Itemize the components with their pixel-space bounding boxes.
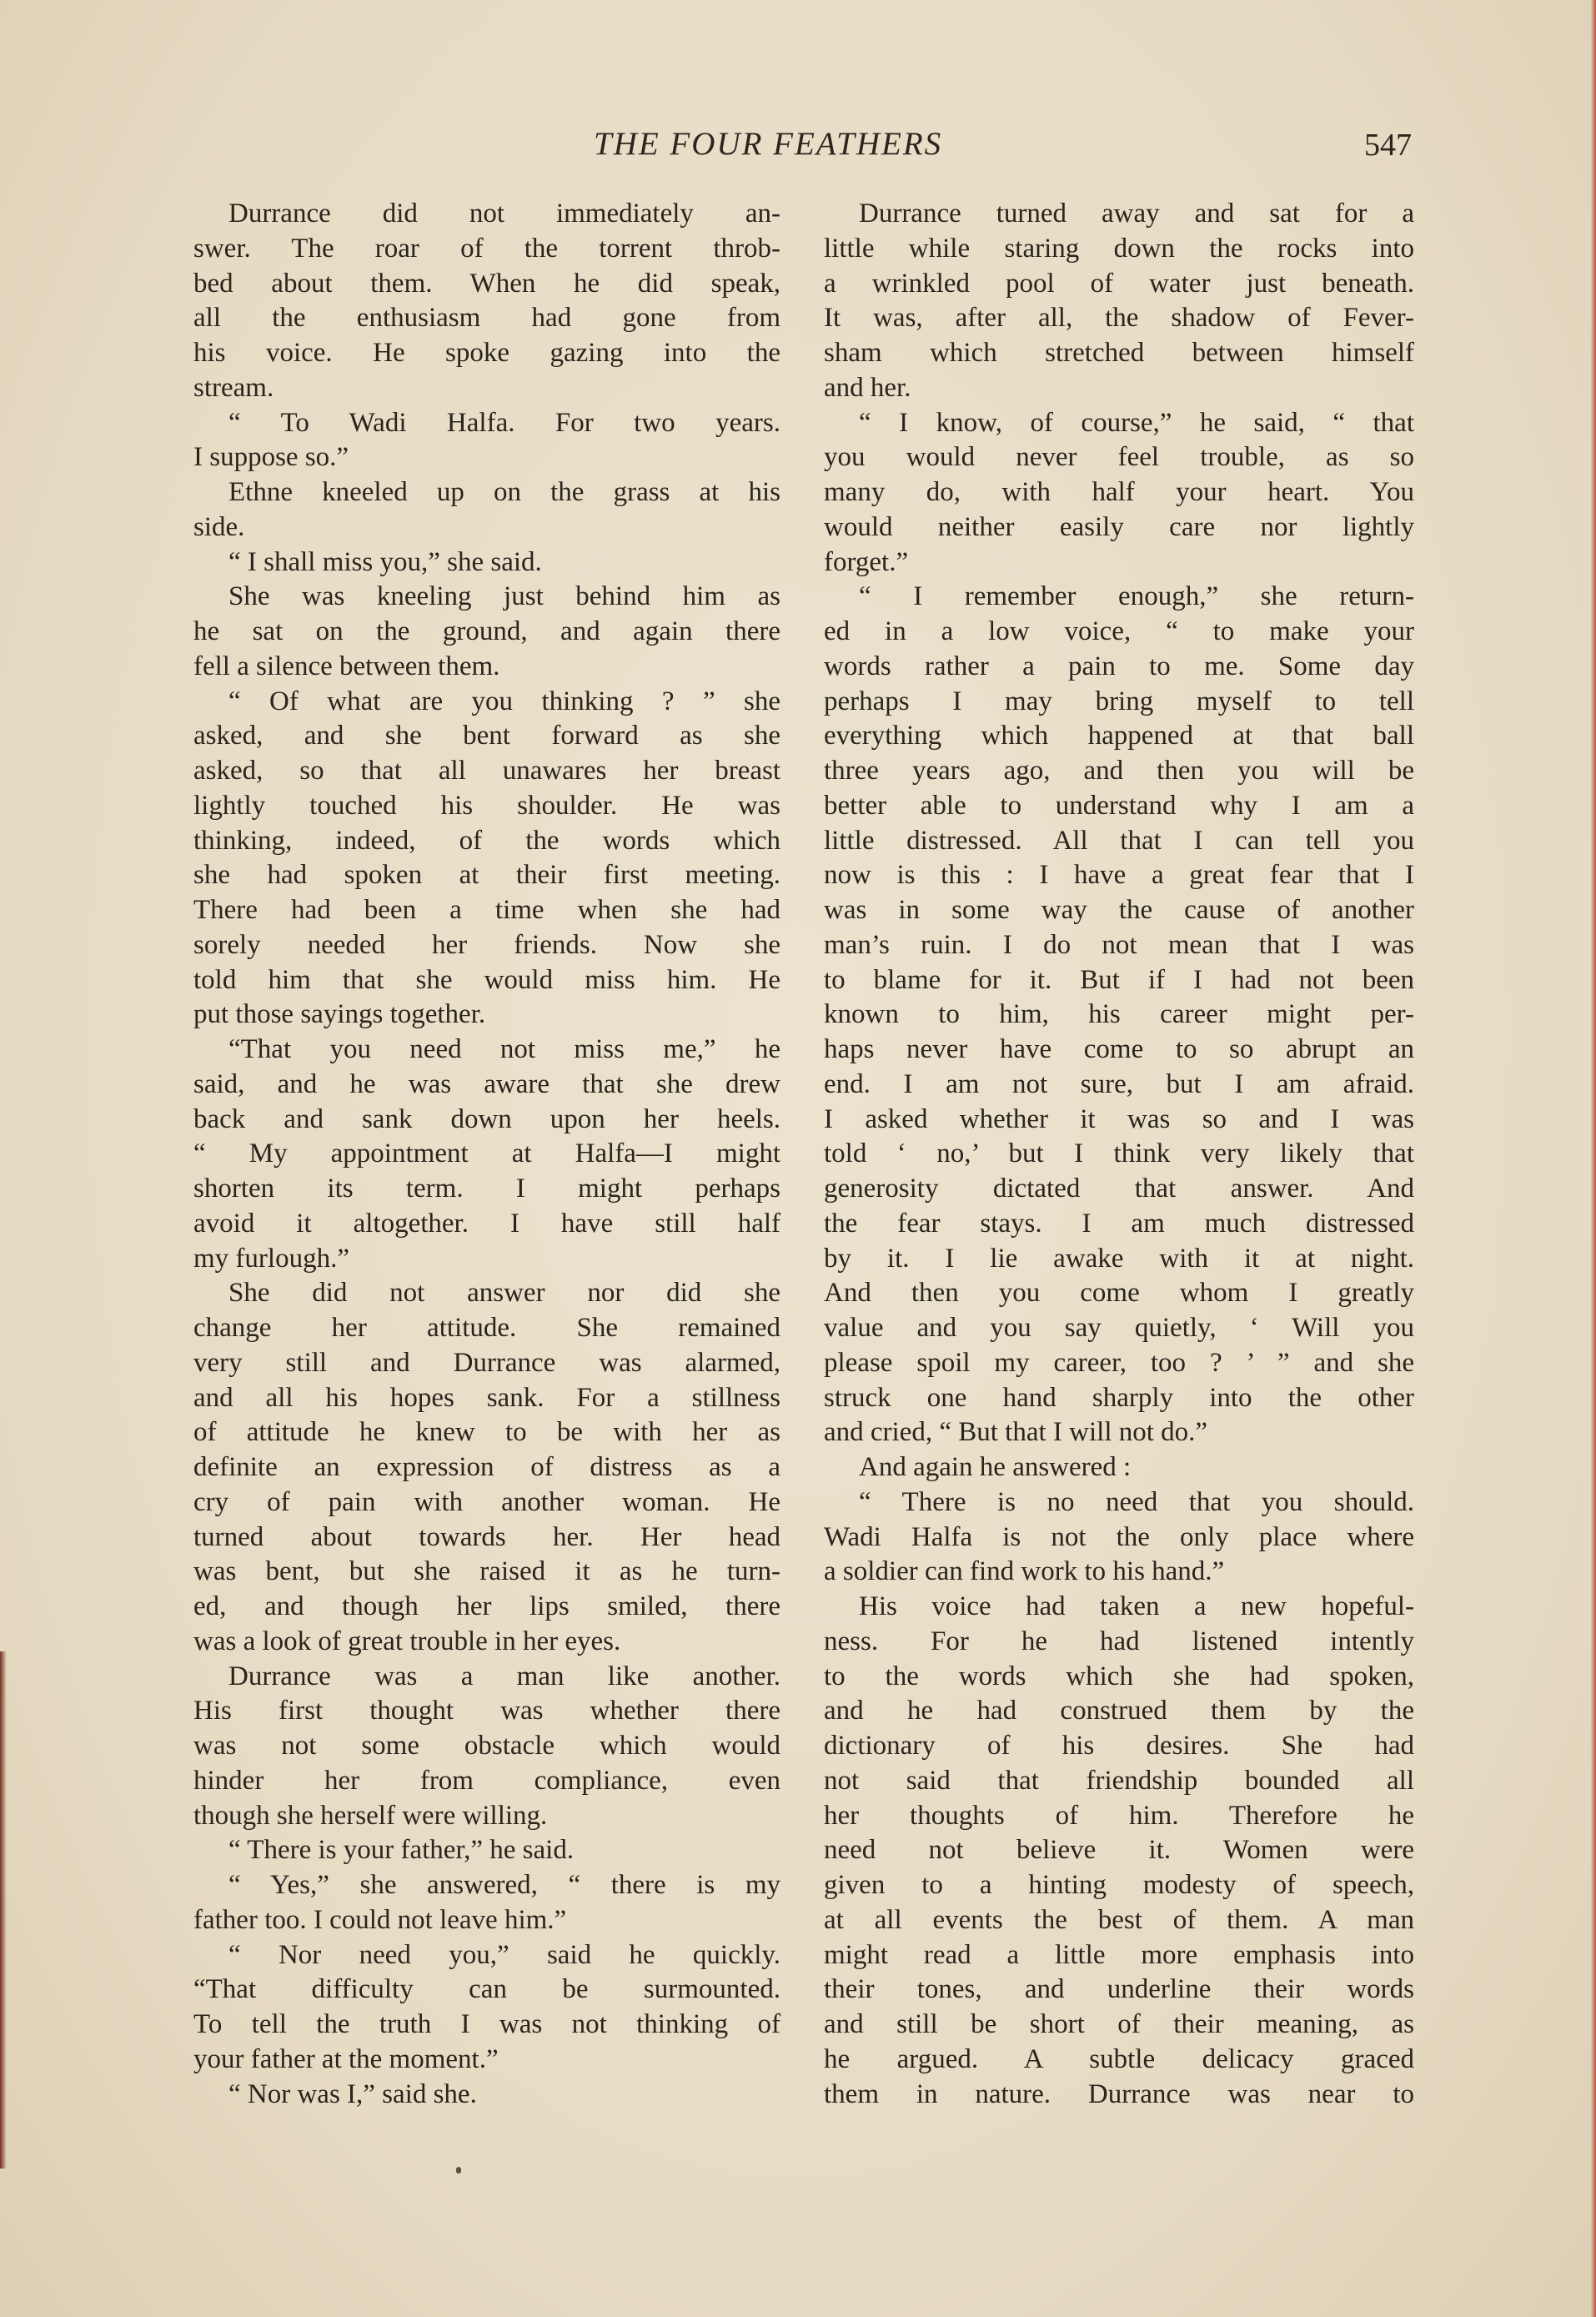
text-line: might read a little more emphasis into	[824, 1939, 1414, 1970]
text-line: side.	[193, 511, 245, 542]
text-line: His voice had taken a new hopeful-	[859, 1591, 1414, 1621]
text-line: His first thought was whether there	[193, 1696, 780, 1726]
text-line: of attitude he knew to be with her as	[193, 1417, 780, 1448]
text-line: not said that friendship bounded all	[824, 1765, 1414, 1796]
text-line: forget.”	[824, 546, 909, 577]
text-line: thinking, indeed, of the words which	[193, 825, 780, 856]
text-line: bed about them. When he did speak,	[193, 268, 780, 299]
text-line: she had spoken at their first meeting.	[193, 860, 780, 891]
text-line: told him that she would miss him. He	[193, 964, 780, 995]
text-line: at all events the best of them. A man	[824, 1904, 1414, 1935]
text-line: was in some way the cause of another	[824, 895, 1414, 925]
binding-edge	[0, 1651, 7, 2169]
text-line: turned about towards her. Her head	[193, 1521, 780, 1552]
text-line: end. I am not sure, but I am afraid.	[824, 1068, 1414, 1099]
text-line: he argued. A subtle delicacy graced	[824, 2043, 1414, 2074]
text-line: need not believe it. Women were	[824, 1835, 1414, 1866]
text-line: “ To Wadi Halfa. For two years.	[228, 407, 780, 438]
text-line: man’s ruin. I do not mean that I was	[824, 929, 1414, 960]
page-edge	[1591, 0, 1596, 2317]
text-line: by it. I lie awake with it at night.	[824, 1243, 1414, 1274]
text-line: all the enthusiasm had gone from	[193, 303, 780, 334]
text-line: She was kneeling just behind him as	[228, 581, 780, 612]
text-line: their tones, and underline their words	[824, 1974, 1414, 2005]
text-line: definite an expression of distress as a	[193, 1452, 780, 1482]
running-title: THE FOUR FEATHERS	[594, 126, 943, 162]
text-line: lightly touched his shoulder. He was	[193, 790, 780, 821]
text-line: father too. I could not leave him.”	[193, 1904, 567, 1935]
text-line: “That difficulty can be surmounted.	[193, 1974, 780, 2005]
text-line: generosity dictated that answer. And	[824, 1174, 1414, 1204]
text-line: very still and Durrance was alarmed,	[193, 1347, 780, 1378]
text-line: said, and he was aware that she drew	[193, 1068, 780, 1099]
text-line: I asked whether it was so and I was	[824, 1103, 1414, 1134]
text-line: little distressed. All that I can tell you	[824, 825, 1414, 856]
text-line: everything which happened at that ball	[824, 721, 1414, 751]
text-line: change her attitude. She remained	[193, 1313, 780, 1343]
text-line: “ I shall miss you,” she said.	[228, 546, 542, 577]
text-line: “ Nor was I,” said she.	[228, 2078, 477, 2109]
text-line: please spoil my career, too ? ’ ” and she	[824, 1347, 1414, 1378]
text-line: and still be short of their meaning, as	[824, 2009, 1414, 2039]
text-line: though she herself were willing.	[193, 1800, 548, 1831]
text-line: I suppose so.”	[193, 442, 349, 473]
text-line: known to him, his career might per-	[824, 999, 1414, 1030]
text-line: dictionary of his desires. She had	[824, 1731, 1414, 1761]
text-line: hinder her from compliance, even	[193, 1765, 780, 1796]
text-line: better able to understand why I am a	[824, 790, 1414, 821]
text-line: There had been a time when she had	[193, 895, 780, 925]
text-line: many do, with half your heart. You	[824, 477, 1414, 507]
text-line: swer. The roar of the torrent throb-	[193, 233, 780, 264]
text-line: and he had construed them by the	[824, 1696, 1414, 1726]
text-line: the fear stays. I am much distressed	[824, 1208, 1414, 1239]
page-number: 547	[1364, 128, 1412, 163]
text-line: to the words which she had spoken,	[824, 1661, 1414, 1691]
text-line: sham which stretched between himself	[824, 338, 1414, 368]
text-line: Ethne kneeled up on the grass at his	[228, 477, 780, 507]
printer-mark	[456, 2167, 461, 2174]
text-line: ed in a low voice, “ to make your	[824, 616, 1414, 646]
text-line: a soldier can find work to his hand.”	[824, 1556, 1225, 1587]
text-line: and her.	[824, 372, 911, 403]
text-line: ness. For he had listened intently	[824, 1626, 1414, 1656]
text-line: “ Yes,” she answered, “ there is my	[228, 1870, 780, 1900]
text-line: avoid it altogether. I have still half	[193, 1208, 780, 1239]
text-line: fell a silence between them.	[193, 651, 500, 681]
right-text-column	[824, 197, 1414, 2123]
text-line: your father at the moment.”	[193, 2043, 499, 2074]
text-line: would neither easily care nor lightly	[824, 511, 1414, 542]
text-line: Durrance turned away and sat for a	[859, 199, 1414, 229]
text-line: my furlough.”	[193, 1243, 349, 1274]
text-line: asked, so that all unawares her breast	[193, 756, 780, 786]
text-line: you would never feel trouble, as so	[824, 442, 1414, 473]
text-line: sorely needed her friends. Now she	[193, 929, 780, 960]
text-line: her thoughts of him. Therefore he	[824, 1800, 1414, 1831]
text-line: ed, and though her lips smiled, there	[193, 1591, 780, 1621]
text-line: And again he answered :	[859, 1452, 1132, 1482]
text-line: and all his hopes sank. For a stillness	[193, 1382, 780, 1413]
text-line: them in nature. Durrance was near to	[824, 2078, 1414, 2109]
text-line: “That you need not miss me,” he	[228, 1034, 780, 1064]
text-line: he sat on the ground, and again there	[193, 616, 780, 646]
text-line: asked, and she bent forward as she	[193, 721, 780, 751]
text-line: “ Nor need you,” said he quickly.	[228, 1939, 780, 1970]
text-line: “ I remember enough,” she return-	[859, 581, 1414, 612]
text-line: “ My appointment at Halfa—I might	[193, 1138, 780, 1169]
text-line: shorten its term. I might perhaps	[193, 1174, 780, 1204]
left-text-column	[193, 197, 780, 2123]
text-line: now is this : I have a great fear that I	[824, 860, 1414, 891]
text-line: struck one hand sharply into the other	[824, 1382, 1414, 1413]
text-line: Durrance was a man like another.	[228, 1661, 780, 1691]
text-line: And then you come whom I greatly	[824, 1278, 1414, 1309]
text-line: was a look of great trouble in her eyes.	[193, 1626, 621, 1656]
text-line: “ There is no need that you should.	[859, 1486, 1414, 1517]
text-line: haps never have come to so abrupt an	[824, 1034, 1414, 1064]
text-line: Wadi Halfa is not the only place where	[824, 1521, 1414, 1552]
text-line: perhaps I may bring myself to tell	[824, 686, 1414, 716]
text-line: put those sayings together.	[193, 999, 486, 1030]
text-line: given to a hinting modesty of speech,	[824, 1870, 1414, 1900]
text-line: Durrance did not immediately an-	[228, 199, 780, 229]
text-line: a wrinkled pool of water just beneath.	[824, 268, 1414, 299]
text-line: to blame for it. But if I had not been	[824, 964, 1414, 995]
text-line: words rather a pain to me. Some day	[824, 651, 1414, 681]
text-line: was not some obstacle which would	[193, 1731, 780, 1761]
text-line: stream.	[193, 372, 274, 403]
text-line: and cried, “ But that I will not do.”	[824, 1417, 1208, 1448]
text-line: It was, after all, the shadow of Fever-	[824, 303, 1414, 334]
text-line: back and sank down upon her heels.	[193, 1103, 780, 1134]
text-line: was bent, but she raised it as he turn-	[193, 1556, 780, 1587]
text-line: To tell the truth I was not thinking of	[193, 2009, 780, 2039]
text-line: little while staring down the rocks into	[824, 233, 1414, 264]
text-line: told ‘ no,’ but I think very likely that	[824, 1138, 1414, 1169]
text-line: “ Of what are you thinking ? ” she	[228, 686, 780, 716]
text-line: “ I know, of course,” he said, “ that	[859, 407, 1414, 438]
text-line: She did not answer nor did she	[228, 1278, 780, 1309]
text-line: three years ago, and then you will be	[824, 756, 1414, 786]
text-line: value and you say quietly, ‘ Will you	[824, 1313, 1414, 1343]
text-line: “ There is your father,” he said.	[228, 1835, 575, 1866]
text-line: cry of pain with another woman. He	[193, 1486, 780, 1517]
text-line: his voice. He spoke gazing into the	[193, 338, 780, 368]
